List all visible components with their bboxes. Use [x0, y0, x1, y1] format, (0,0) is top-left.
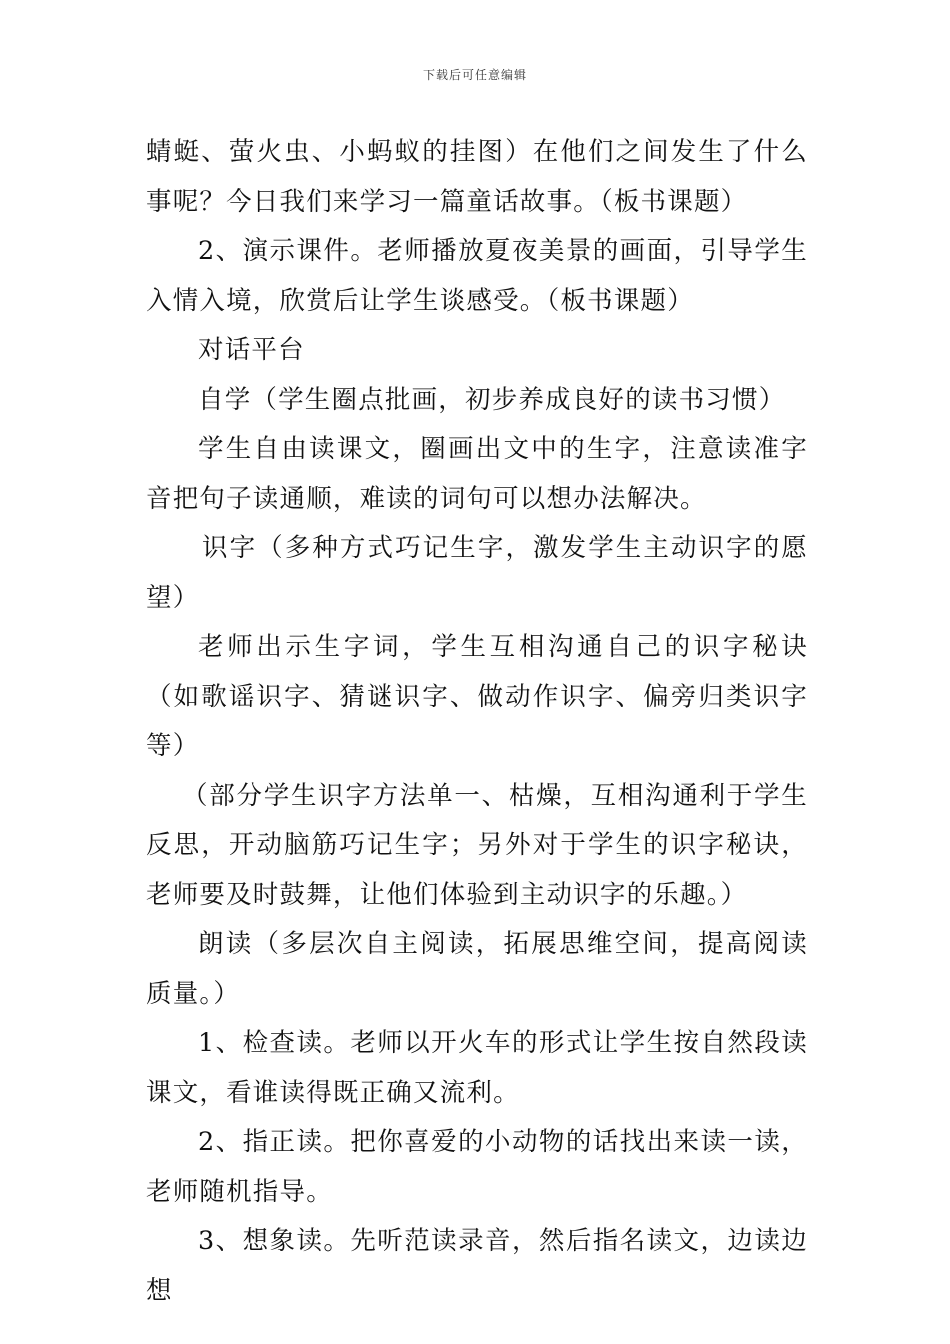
paragraph-imaginative-reading: 3、想象读。先听范读录音，然后指名读文，边读边想: [146, 1226, 808, 1306]
section-heading-reading: 朗读（多层次自主阅读，拓展思维空间，提高阅读质量。）: [146, 929, 808, 1009]
document-body: [146, 128, 808, 1316]
page-header-note: 下载后可任意编辑: [422, 68, 527, 82]
paragraph-1: 蜻蜓、萤火虫、小蚂蚁的挂图）在他们之间发生了什么事呢？今日我们来学习一篇童话故事。（板书课题）: [146, 137, 808, 217]
paragraph-guided-reading: 2、指正读。把你喜爱的小动物的话找出来读一读，老师随机指导。: [146, 1127, 808, 1207]
section-heading-literacy: 识字（多种方式巧记生字，激发学生主动识字的愿望）: [146, 533, 808, 613]
paragraph-2: 2、演示课件。老师播放夏夜美景的画面，引导学生入情入境，欣赏后让学生谈感受。（板书课题）: [146, 236, 808, 316]
paragraph-literacy: 老师出示生字词，学生互相沟通自己的识字秘诀（如歌谣识字、猜谜识字、做动作识字、偏旁归类识字等）: [146, 632, 808, 761]
paragraph-check-reading: 1、检查读。老师以开火车的形式让学生按自然段读课文，看谁读得既正确又流利。: [146, 1028, 808, 1108]
paragraph-literacy-note: （部分学生识字方法单一、枯燥，互相沟通利于学生反思，开动脑筋巧记生字；另外对于学生的识字秘诀，老师要及时鼓舞，让他们体验到主动识字的乐趣。）: [146, 780, 808, 910]
paragraph-self-study: 学生自由读课文，圈画出文中的生字，注意读准字音把句子读通顺，难读的词句可以想办法解决。: [146, 434, 808, 514]
section-heading-self-study: 自学（学生圈点批画，初步养成良好的读书习惯）: [198, 384, 786, 415]
section-heading-dialogue-platform: 对话平台: [198, 335, 305, 365]
